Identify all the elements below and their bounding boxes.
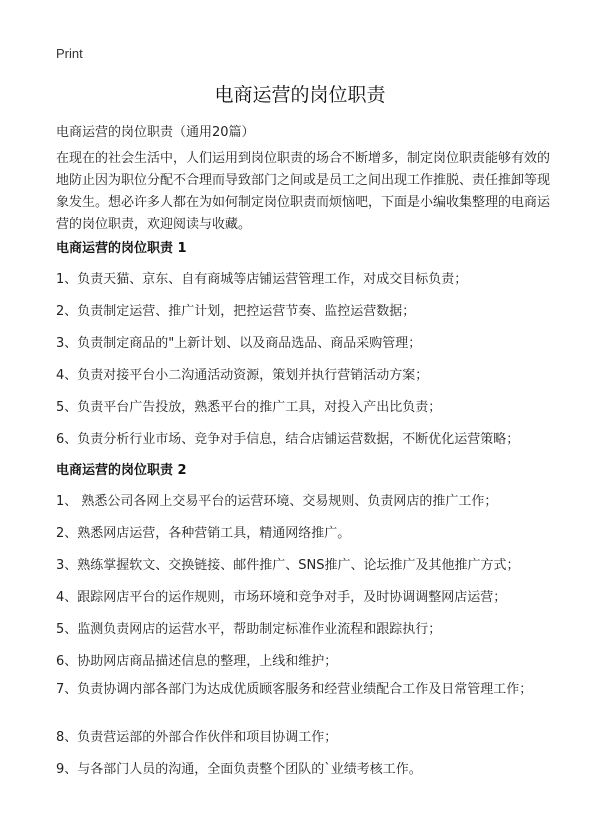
list-item: 2、熟悉网店运营，各种营销工具，精通网络推广。 [56,526,351,541]
list-item: 5、监测负责网店的运营水平，帮助制定标准作业流程和跟踪执行； [56,622,442,637]
list-item: 9、与各部门人员的沟通，全面负责整个团队的`业绩考核工作。 [56,762,422,777]
list-item: 6、负责分析行业市场、竞争对手信息，结合店铺运营数据，不断优化运营策略； [56,432,520,447]
list-item: 1、负责天猫、京东、自有商城等店铺运营管理工作，对成交目标负责； [56,272,468,287]
section-heading: 电商运营的岗位职责 2 [56,463,187,478]
list-item: 3、负责制定商品的"上新计划、以及商品选品、商品采购管理； [56,336,422,351]
document-subtitle: 电商运营的岗位职责（通用20篇） [56,125,255,140]
list-item: 7、负责协调内部各部门为达成优质顾客服务和经营业绩配合工作及日常管理工作； [56,682,533,697]
intro-text: 在现在的社会生活中，人们运用到岗位职责的场合不断增多，制定岗位职责能够有效的地防止因为职位分配不合理而导致部门之间或是员工之间出现工作推脱、责任推卸等现象发生。想必许多人都在为如何制定岗位职责而烦恼吧，下面是小编收集整理的电商运营的岗位职责，欢迎阅读与收藏。 [56,151,551,232]
page-title: 电商运营的岗位职责 [214,84,386,106]
intro-paragraph [56,148,556,236]
list-item: 2、负责制定运营、推广计划，把控运营节奏、监控运营数据； [56,304,416,319]
list-item: 4、跟踪网店平台的运作规则，市场环境和竞争对手，及时协调调整网店运营； [56,590,507,605]
list-item: 6、协助网店商品描述信息的整理，上线和维护； [56,654,338,669]
list-item: 5、负责平台广告投放，熟悉平台的推广工具，对投入产出比负责； [56,400,442,415]
list-item: 8、负责营运部的外部合作伙伴和项目协调工作； [56,730,338,745]
section-heading: 电商运营的岗位职责 1 [56,241,187,256]
list-item: 3、熟练掌握软文、交换链接、邮件推广、SNS推广、论坛推广及其他推广方式； [56,558,520,573]
list-item: 4、负责对接平台小二沟通活动资源，策划并执行营销活动方案； [56,368,429,383]
print-link[interactable]: Print [56,46,83,61]
list-item: 1、 熟悉公司各网上交易平台的运营环境、交易规则、负责网店的推广工作； [56,494,498,509]
